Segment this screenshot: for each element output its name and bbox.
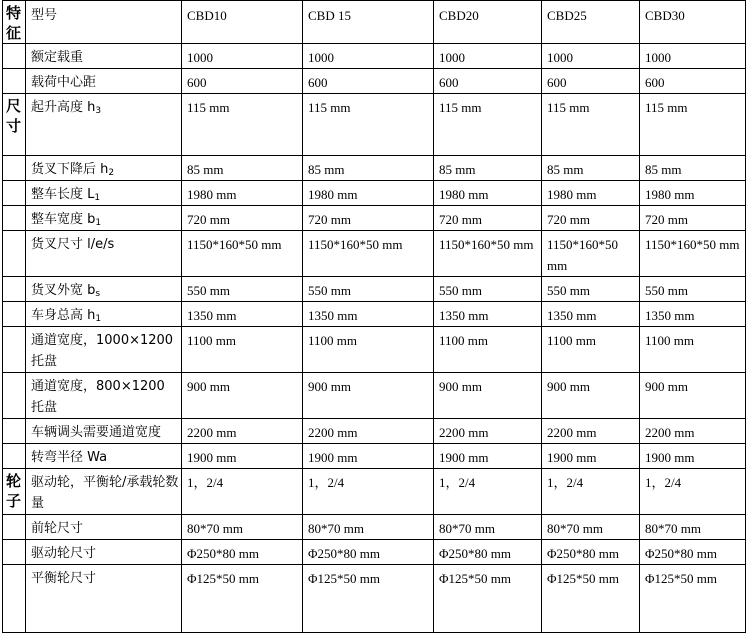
- spec-value: 1000: [182, 44, 303, 69]
- spec-value: 85 mm: [303, 156, 434, 181]
- spec-label-subscript: 1: [95, 314, 102, 324]
- spec-label: 整车长度 L: [31, 187, 95, 202]
- spec-value: 1100 mm: [542, 327, 640, 373]
- spec-value: 1980 mm: [182, 181, 303, 206]
- model-header: CBD20: [434, 1, 542, 44]
- spec-value: Φ250*80 mm: [434, 540, 542, 565]
- spec-label-cell: [26, 181, 182, 206]
- group-label: [3, 419, 26, 444]
- spec-label-cell: [26, 444, 182, 469]
- spec-value: 900 mm: [434, 373, 542, 419]
- table-row: [3, 69, 746, 94]
- spec-value: 1900 mm: [303, 444, 434, 469]
- spec-value: 1100 mm: [303, 327, 434, 373]
- spec-value: 85 mm: [182, 156, 303, 181]
- spec-label: 车身总高 h: [31, 308, 96, 323]
- spec-value: 115 mm: [542, 94, 640, 156]
- spec-value: 115 mm: [640, 94, 746, 156]
- header-row: [3, 1, 746, 44]
- spec-value: 1980 mm: [434, 181, 542, 206]
- spec-value: Φ125*50 mm: [434, 565, 542, 633]
- spec-value: 550 mm: [640, 277, 746, 302]
- spec-value: 550 mm: [434, 277, 542, 302]
- spec-value: 900 mm: [303, 373, 434, 419]
- model-header: CBD10: [182, 1, 303, 44]
- spec-value: 115 mm: [434, 94, 542, 156]
- spec-label-cell: [26, 469, 182, 515]
- spec-value: 1350 mm: [542, 302, 640, 327]
- spec-value: 720 mm: [542, 206, 640, 231]
- spec-value: 115 mm: [303, 94, 434, 156]
- spec-label: 货叉尺寸 l/e/s: [31, 237, 115, 252]
- table-row: [3, 540, 746, 565]
- spec-value: 80*70 mm: [542, 515, 640, 540]
- table-row: [3, 419, 746, 444]
- table-row: [3, 44, 746, 69]
- spec-value: 2200 mm: [182, 419, 303, 444]
- spec-label-cell: [26, 540, 182, 565]
- group-label: [3, 515, 26, 540]
- spec-value: 1900 mm: [640, 444, 746, 469]
- spec-value: 720 mm: [640, 206, 746, 231]
- spec-value: 600: [434, 69, 542, 94]
- group-label: [3, 181, 26, 206]
- group-label: [3, 156, 26, 181]
- header-label: 型号: [26, 1, 182, 44]
- spec-label-cell: [26, 44, 182, 69]
- spec-value: 1980 mm: [640, 181, 746, 206]
- group-label: [3, 327, 26, 373]
- spec-label-cell: [26, 69, 182, 94]
- spec-value: 900 mm: [182, 373, 303, 419]
- spec-value: 1，2/4: [182, 469, 303, 515]
- group-label: [3, 540, 26, 565]
- group-label: [3, 373, 26, 419]
- spec-value: 115 mm: [182, 94, 303, 156]
- group-label: [3, 302, 26, 327]
- spec-value: Φ125*50 mm: [182, 565, 303, 633]
- table-row: [3, 156, 746, 181]
- spec-value: 1980 mm: [303, 181, 434, 206]
- group-label: 特征: [3, 1, 26, 44]
- spec-label: 通道宽度，800×1200 托盘: [31, 379, 165, 415]
- spec-value: 85 mm: [542, 156, 640, 181]
- spec-value: 80*70 mm: [303, 515, 434, 540]
- group-label: [3, 444, 26, 469]
- spec-value: 1000: [542, 44, 640, 69]
- group-label: [3, 206, 26, 231]
- spec-label: 额定载重: [31, 50, 84, 65]
- spec-value: 2200 mm: [434, 419, 542, 444]
- spec-label-cell: [26, 302, 182, 327]
- spec-value: 1，2/4: [640, 469, 746, 515]
- spec-value: 1350 mm: [640, 302, 746, 327]
- spec-value: 80*70 mm: [434, 515, 542, 540]
- spec-label: 车辆调头需要通道宽度: [31, 425, 162, 440]
- spec-label: 前轮尺寸: [31, 521, 84, 536]
- spec-value: 1000: [303, 44, 434, 69]
- spec-label-cell: [26, 373, 182, 419]
- spec-value: 1150*160*50 mm: [542, 231, 640, 277]
- spec-label: 货叉下降后 h: [31, 162, 109, 177]
- spec-value: 900 mm: [640, 373, 746, 419]
- spec-label-subscript: s: [95, 289, 101, 299]
- spec-table: [2, 0, 746, 633]
- spec-value: 1，2/4: [542, 469, 640, 515]
- spec-label-cell: [26, 565, 182, 633]
- spec-value: 1000: [434, 44, 542, 69]
- spec-value: 1000: [640, 44, 746, 69]
- spec-value: 1，2/4: [434, 469, 542, 515]
- spec-value: 600: [640, 69, 746, 94]
- spec-label: 载荷中心距: [31, 75, 97, 90]
- spec-value: Φ125*50 mm: [303, 565, 434, 633]
- spec-value: 600: [303, 69, 434, 94]
- spec-label: 通道宽度，1000×1200 托盘: [31, 333, 174, 369]
- spec-value: 1350 mm: [182, 302, 303, 327]
- spec-label-cell: [26, 156, 182, 181]
- spec-value: 1980 mm: [542, 181, 640, 206]
- spec-value: Φ250*80 mm: [542, 540, 640, 565]
- table-row: [3, 515, 746, 540]
- spec-value: Φ125*50 mm: [640, 565, 746, 633]
- table-row: [3, 469, 746, 515]
- spec-value: 2200 mm: [542, 419, 640, 444]
- table-row: [3, 277, 746, 302]
- table-row: [3, 206, 746, 231]
- spec-value: 550 mm: [303, 277, 434, 302]
- spec-value: 1350 mm: [303, 302, 434, 327]
- spec-value: 1150*160*50 mm: [434, 231, 542, 277]
- spec-label: 货叉外宽 b: [31, 283, 96, 298]
- model-header: CBD30: [640, 1, 746, 44]
- table-row: [3, 94, 746, 156]
- spec-label-cell: [26, 231, 182, 277]
- spec-value: 1100 mm: [434, 327, 542, 373]
- spec-label-subscript: 1: [94, 193, 101, 203]
- spec-value: 80*70 mm: [182, 515, 303, 540]
- spec-value: 1150*160*50 mm: [303, 231, 434, 277]
- table-row: [3, 327, 746, 373]
- spec-value: Φ250*80 mm: [182, 540, 303, 565]
- spec-value: 1150*160*50 mm: [182, 231, 303, 277]
- spec-value: 600: [182, 69, 303, 94]
- spec-label-cell: [26, 277, 182, 302]
- spec-label: 驱动轮尺寸: [31, 546, 97, 561]
- spec-label-cell: [26, 515, 182, 540]
- spec-label: 平衡轮尺寸: [31, 571, 97, 586]
- spec-value: 1，2/4: [303, 469, 434, 515]
- spec-label-cell: [26, 94, 182, 156]
- spec-value: 550 mm: [542, 277, 640, 302]
- table-row: [3, 181, 746, 206]
- spec-label-subscript: 2: [108, 168, 115, 178]
- spec-value: 720 mm: [303, 206, 434, 231]
- spec-value: 1900 mm: [434, 444, 542, 469]
- table-row: [3, 302, 746, 327]
- spec-value: 2200 mm: [303, 419, 434, 444]
- group-label: [3, 69, 26, 94]
- spec-value: 80*70 mm: [640, 515, 746, 540]
- spec-value: Φ250*80 mm: [303, 540, 434, 565]
- spec-label: 转弯半径 Wa: [31, 450, 108, 465]
- spec-label: 起升高度 h: [31, 100, 96, 115]
- group-label: 轮子: [3, 469, 26, 515]
- spec-label-subscript: 1: [95, 218, 102, 228]
- group-label: [3, 231, 26, 277]
- group-label: [3, 565, 26, 633]
- spec-value: 1900 mm: [182, 444, 303, 469]
- table-row: [3, 444, 746, 469]
- spec-value: 1350 mm: [434, 302, 542, 327]
- spec-value: 600: [542, 69, 640, 94]
- spec-value: 85 mm: [434, 156, 542, 181]
- table-row: [3, 565, 746, 633]
- table-row: [3, 373, 746, 419]
- model-header: CBD25: [542, 1, 640, 44]
- table-row: [3, 231, 746, 277]
- spec-value: 2200 mm: [640, 419, 746, 444]
- group-label: 尺寸: [3, 94, 26, 156]
- spec-value: 85 mm: [640, 156, 746, 181]
- group-label: [3, 277, 26, 302]
- spec-value: Φ125*50 mm: [542, 565, 640, 633]
- spec-value: 1900 mm: [542, 444, 640, 469]
- spec-label-subscript: 3: [95, 106, 102, 116]
- spec-value: 1150*160*50 mm: [640, 231, 746, 277]
- spec-value: 900 mm: [542, 373, 640, 419]
- spec-value: 550 mm: [182, 277, 303, 302]
- spec-value: 720 mm: [434, 206, 542, 231]
- spec-label-cell: [26, 419, 182, 444]
- spec-label-cell: [26, 206, 182, 231]
- spec-label: 驱动轮，平衡轮/承载轮数量: [31, 475, 179, 511]
- spec-label: 整车宽度 b: [31, 212, 96, 227]
- spec-value: 1100 mm: [182, 327, 303, 373]
- spec-value: 1100 mm: [640, 327, 746, 373]
- group-label: [3, 44, 26, 69]
- spec-label-cell: [26, 327, 182, 373]
- spec-value: Φ250*80 mm: [640, 540, 746, 565]
- spec-value: 720 mm: [182, 206, 303, 231]
- model-header: CBD 15: [303, 1, 434, 44]
